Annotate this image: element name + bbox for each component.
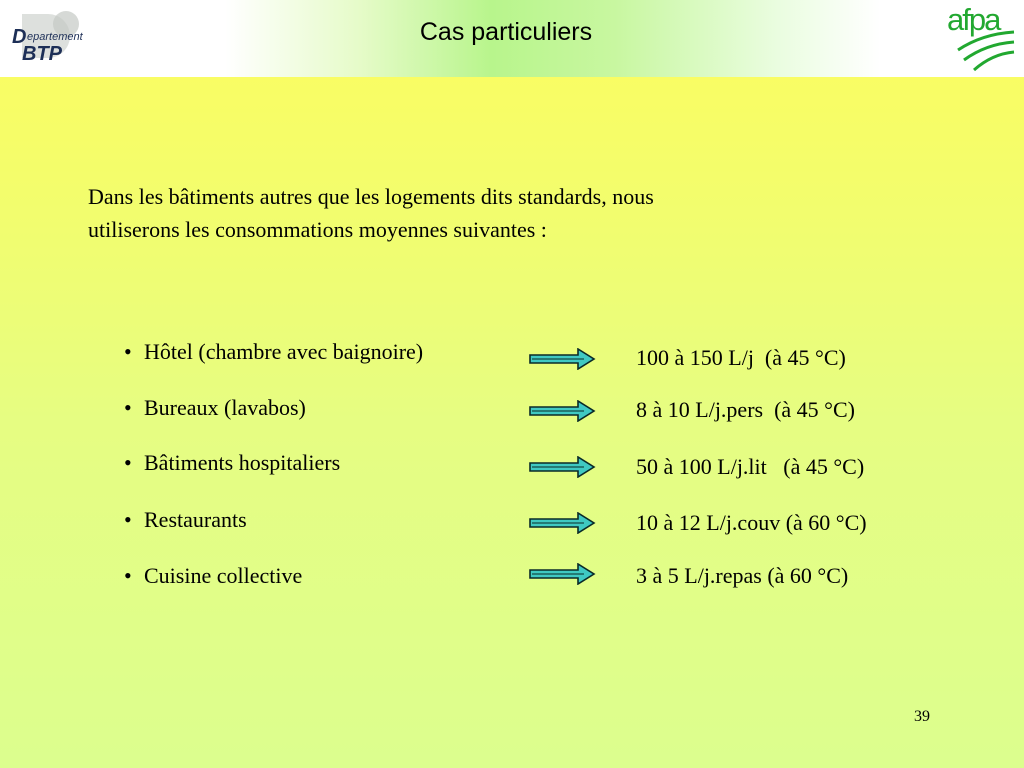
afpa-logo-text: afpa — [947, 2, 1000, 37]
bullet: • — [124, 507, 132, 532]
bullet: • — [124, 563, 132, 588]
list-item-restaurants — [124, 507, 247, 533]
intro-text — [88, 180, 848, 246]
item-label: Cuisine collective — [144, 563, 303, 588]
item-label: Bâtiments hospitaliers — [144, 450, 341, 475]
logo-initial: D — [12, 26, 27, 48]
item-value: 8 à 10 L/j.pers (à 45 °C) — [636, 397, 855, 422]
slide-header — [0, 0, 1024, 77]
item-value: 10 à 12 L/j.couv (à 60 °C) — [636, 510, 867, 535]
right-arrow-icon — [528, 400, 596, 422]
bullet: • — [124, 450, 132, 475]
item-label: Bureaux (lavabos) — [144, 395, 306, 420]
item-value: 50 à 100 L/j.lit (à 45 °C) — [636, 454, 865, 479]
right-arrow-icon — [528, 512, 596, 534]
intro-line-1: Dans les bâtiments autres que les logements dits standards, nous — [88, 184, 654, 209]
bullet: • — [124, 395, 132, 420]
right-arrow-icon — [528, 348, 596, 370]
page-number: 39 — [914, 708, 930, 725]
afpa-logo — [944, 4, 1016, 72]
logo-btp-text: BTP — [22, 43, 62, 65]
right-arrow-icon — [528, 563, 596, 585]
intro-line-2: utiliserons les consommations moyennes suivantes : — [88, 217, 547, 242]
list-item-bureaux — [124, 395, 306, 421]
list-item-cuisine-collective — [124, 563, 302, 589]
list-item-hotel — [124, 339, 423, 365]
item-value: 100 à 150 L/j (à 45 °C) — [636, 345, 846, 370]
list-item-batiments-hospitaliers — [124, 450, 340, 476]
right-arrow-icon — [528, 456, 596, 478]
logo-departement-text: epartement — [27, 31, 83, 43]
afpa-logo-swoosh — [944, 4, 1016, 72]
slide-title: Cas particuliers — [419, 18, 593, 46]
item-label: Restaurants — [144, 507, 247, 532]
bullet: • — [124, 339, 132, 364]
item-value: 3 à 5 L/j.repas (à 60 °C) — [636, 563, 849, 588]
item-label: Hôtel (chambre avec baignoire) — [144, 339, 424, 364]
